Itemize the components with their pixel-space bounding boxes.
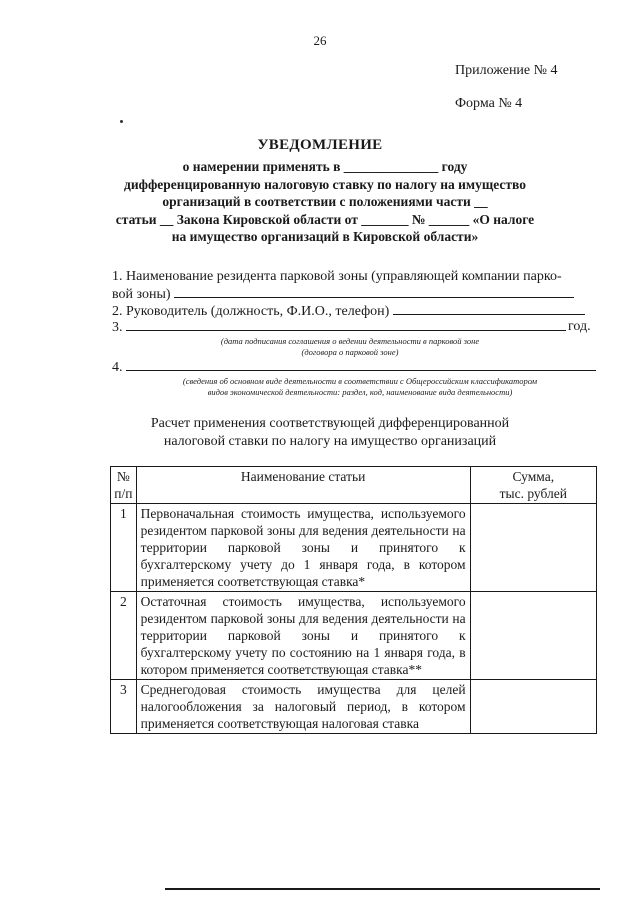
table-row — [111, 680, 597, 734]
field-agreement-date — [112, 318, 566, 336]
calculation-title-line: Расчет применения соответствующей дифференцированной — [150, 416, 510, 431]
row-sum-cell[interactable] — [470, 504, 596, 592]
subtitle-line: дифференцированную налоговую ставку по налогу на имущество — [124, 176, 526, 192]
subtitle-line: на имущество организаций в Кировской области» — [171, 229, 479, 244]
subtitle-line: статьи __ Закона Кировской области от _______ № ______ «О налоге — [115, 211, 535, 227]
appendix-label: Приложение № 4 — [455, 63, 558, 78]
row-number: 2 — [111, 592, 137, 680]
field-year-suffix: год. — [568, 319, 591, 334]
subtitle-line: организаций в соответствии с положениями части __ — [162, 194, 488, 209]
activity-blank[interactable] — [126, 358, 596, 371]
director-blank[interactable] — [393, 302, 585, 315]
row-sum-cell[interactable] — [470, 592, 596, 680]
scan-artifact — [120, 120, 123, 123]
table-header-row — [111, 467, 597, 504]
note-line: (сведения об основном виде деятельности в соответствии с Общероссийским классификатором — [182, 376, 538, 386]
document-title: УВЕДОМЛЕНИЕ — [257, 137, 383, 153]
calculation-table — [110, 466, 597, 734]
subtitle-line: о намерении применять в ______________ году — [182, 159, 468, 174]
row-name: Остаточная стоимость имущества, используемого резидентом парковой зоны для ведения деятельности на территории парковой зоны и принятого к бухгалтерскому учету по состоянию на 1 января года, в котором применяется соответствующая ставка** — [136, 592, 470, 680]
note-line: (договора о парковой зоне) — [301, 347, 399, 357]
page-number: 26 — [313, 33, 327, 48]
field-resident-name — [112, 285, 574, 303]
row-name: Среднегодовая стоимость имущества для целей налогообложения за налоговый период, в котором применяется соответствующая налоговая ставка — [136, 680, 470, 734]
field-director-label: 2. Руководитель (должность, Ф.И.О., телефон) — [112, 304, 390, 319]
row-sum-cell[interactable] — [470, 680, 596, 734]
footer-rule — [165, 888, 600, 890]
header-sum — [470, 467, 596, 504]
activity-note — [150, 376, 570, 398]
header-sum-line: Сумма, — [512, 469, 555, 484]
agreement-date-blank[interactable] — [126, 318, 566, 331]
calculation-title — [110, 415, 550, 451]
field-number-4: 4. — [112, 360, 123, 375]
field-resident-name-label-cont: вой зоны) — [112, 287, 171, 302]
header-num — [111, 467, 137, 504]
table-row — [111, 592, 597, 680]
header-num-line: № — [116, 469, 130, 484]
resident-name-blank[interactable] — [174, 285, 574, 298]
header-sum-line: тыс. рублей — [499, 486, 567, 501]
field-resident-name-label: 1. Наименование резидента парковой зоны (управляющей компании парко- — [112, 269, 562, 284]
field-number-3: 3. — [112, 320, 123, 335]
note-line: видов экономической деятельности: раздел, код, наименование вида деятельности) — [207, 387, 513, 397]
header-name: Наименование статьи — [136, 467, 470, 504]
form-number-label: Форма № 4 — [455, 96, 523, 111]
field-activity — [112, 358, 596, 376]
calculation-title-line: налоговой ставки по налогу на имущество организаций — [163, 434, 497, 449]
row-name: Первоначальная стоимость имущества, используемого резидентом парковой зоны для ведения деятельности на территории парковой зоны и принятого к бухгалтерскому учету до 1 января года, в котором применяется соответствующая ставка* — [136, 504, 470, 592]
row-number: 3 — [111, 680, 137, 734]
note-line: (дата подписания соглашения о ведении деятельности в парковой зоне — [220, 336, 480, 346]
document-subtitle — [110, 158, 540, 246]
table-row — [111, 504, 597, 592]
agreement-date-note — [150, 336, 550, 358]
header-num-line: п/п — [114, 486, 133, 501]
row-number: 1 — [111, 504, 137, 592]
